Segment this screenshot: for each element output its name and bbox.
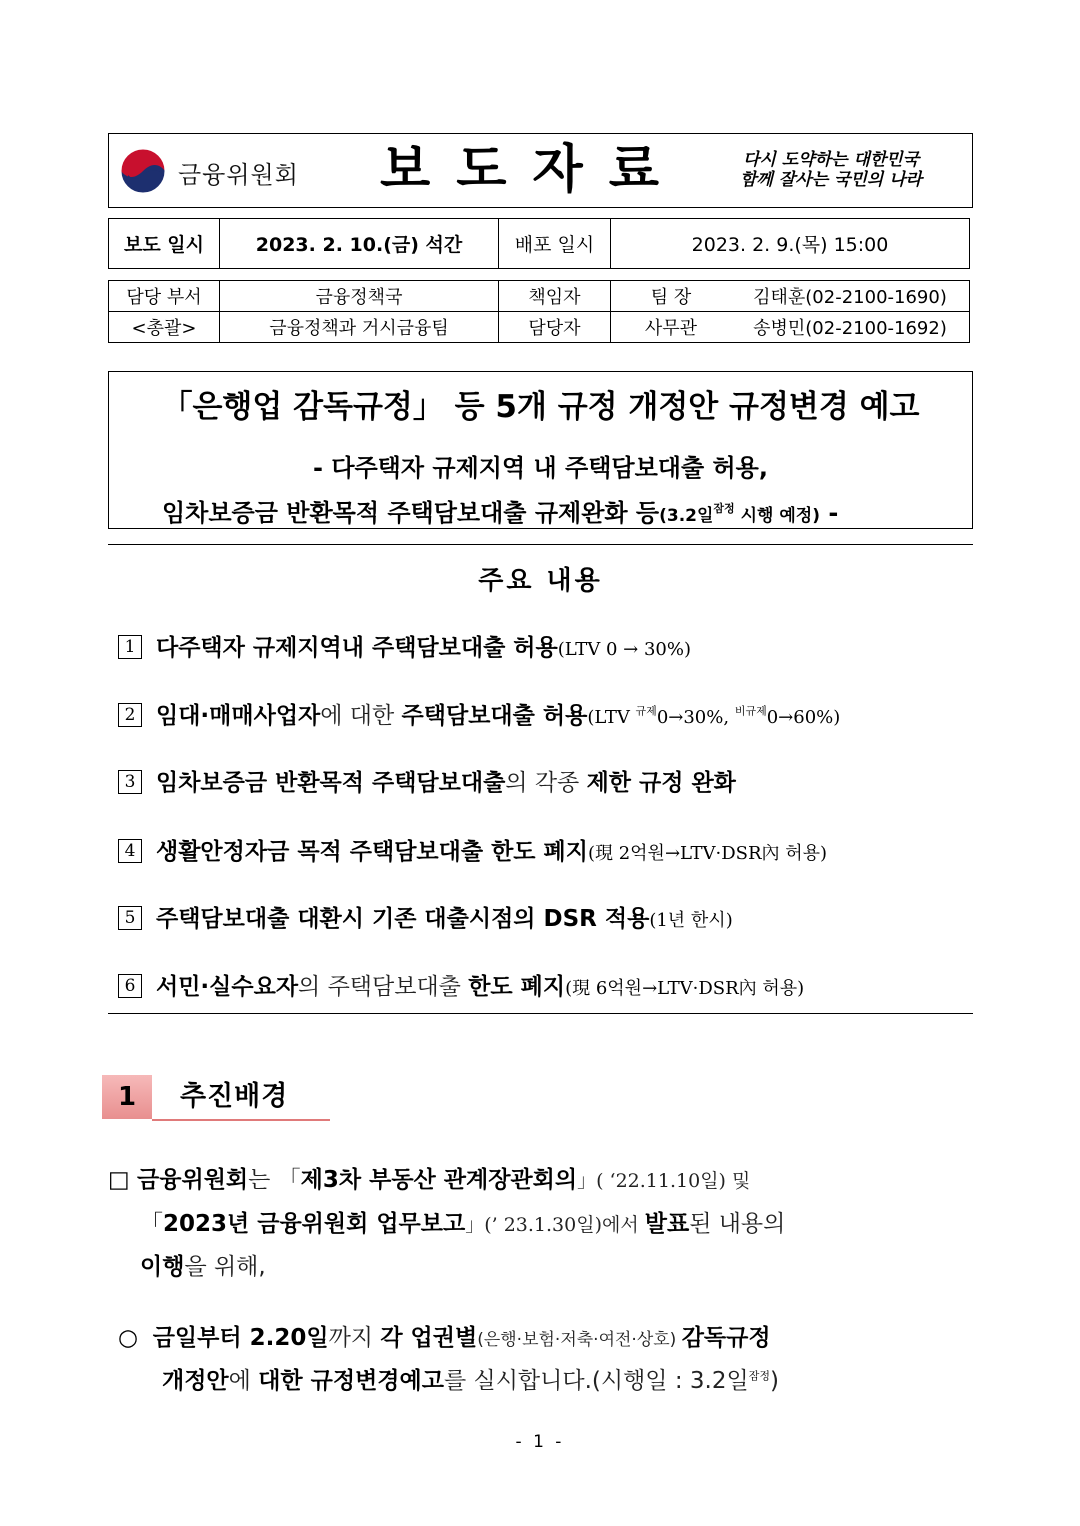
para-bold: 금일부터 2.20일 [152, 1325, 329, 1351]
title-main: 「은행업 감독규정」 등 5개 규정 개정안 규정변경 예고 [161, 389, 920, 425]
item-bold: 임차보증금 반환목적 주택담보대출 [156, 770, 506, 796]
key-point-item [118, 767, 736, 799]
para-bold: 감독규정 [681, 1325, 771, 1351]
key-point-item [118, 700, 840, 732]
divider [108, 1013, 973, 1014]
key-point-item [118, 836, 827, 868]
para-text: ) [769, 1368, 779, 1394]
item-number: 5 [118, 906, 142, 930]
subtitle-sup: 잠정 [713, 502, 735, 515]
item-number: 6 [118, 974, 142, 998]
key-point-item [118, 632, 691, 664]
para-bold: 각 업권별 [380, 1325, 478, 1351]
contact-table [108, 280, 970, 343]
item-paren: (1년 한시) [649, 910, 733, 931]
para-text: 를 실시합니다.(시행일 : 3.2일 [443, 1368, 749, 1394]
para-text: 까지 [328, 1325, 381, 1351]
item-bold: 임대·매매사업자 [156, 703, 321, 729]
para-text: (은행·보험·저축·여전·상호) [477, 1330, 682, 1350]
subtitle-paren-close: 시행 예정) [734, 506, 820, 526]
item-bold: 주택담보대출 허용 [401, 703, 588, 729]
subtitle-dash: - [819, 499, 839, 527]
para-text: 」(’ 23.1.30일)에서 [465, 1214, 645, 1236]
page-number: - 1 - [515, 1432, 565, 1452]
dept-sub-label: <총괄> [109, 312, 220, 343]
slogan-line-2: 함께 잘사는 국민의 나라 [740, 170, 922, 190]
key-points-heading: 주요 내용 [478, 566, 603, 596]
paragraph-line [140, 1251, 266, 1283]
key-point-item [118, 971, 804, 1003]
item-text: 의 주택담보대출 [298, 974, 469, 1000]
para-bold: 제3차 부동산 관계장관회의 [300, 1167, 578, 1193]
release-value: 2023. 2. 10.(금) 석간 [220, 219, 499, 269]
release-label: 보도 일시 [109, 219, 220, 269]
contact-role: 담당자 [499, 312, 611, 343]
contact-title: 사무관 [611, 312, 732, 343]
item-bold: 서민·실수요자 [156, 974, 299, 1000]
square-bullet-icon: □ [108, 1167, 130, 1193]
para-text: 에 [228, 1368, 259, 1394]
slogan [700, 150, 962, 190]
dept-name-2: 금융정책과 거시금융팀 [220, 312, 499, 343]
para-bold: 개정안 [162, 1368, 229, 1394]
item-paren: 0→60%) [766, 707, 841, 728]
subtitle-main: 임차보증금 반환목적 주택담보대출 규제완화 등 [162, 499, 660, 527]
item-sup: 규제 [635, 704, 657, 718]
item-paren: (LTV 0 → 30%) [557, 639, 691, 660]
item-text: 에 대한 [320, 703, 402, 729]
item-paren: 0→30%, [656, 707, 735, 728]
doc-kind-title: 보도자료 [380, 140, 685, 200]
para-bold: 금융위원회 [137, 1167, 249, 1193]
item-sup: 비규제 [734, 704, 767, 718]
org-name: 금융위원회 [178, 161, 299, 189]
dept-name-1: 금융정책국 [220, 281, 499, 312]
paragraph-line [162, 1365, 779, 1397]
para-bold: 2023년 금융위원회 업무보고 [163, 1211, 466, 1237]
contact-person: 김태훈(02-2100-1690) [731, 281, 970, 312]
para-sup: 잠정 [748, 1369, 770, 1383]
paragraph-line [140, 1208, 785, 1241]
section-title: 추진배경 [180, 1081, 289, 1112]
slogan-line-1: 다시 도약하는 대한민국 [742, 150, 920, 170]
item-paren: (現 2억원→LTV·DSR內 허용) [587, 843, 828, 864]
contact-title: 팀 장 [611, 281, 732, 312]
subtitle-paren: (3.2일 [659, 506, 714, 526]
para-text: 된 내용의 [689, 1211, 786, 1237]
paragraph-line [108, 1164, 750, 1197]
distribution-value: 2023. 2. 9.(목) 15:00 [611, 219, 970, 269]
para-bold: 대한 규정변경예고 [258, 1368, 444, 1394]
item-number: 1 [118, 635, 142, 659]
title-subtitle-2 [162, 493, 838, 528]
section-number: 1 [117, 1082, 137, 1112]
para-text: 을 위해, [184, 1254, 266, 1280]
divider [108, 544, 973, 545]
item-bold: 주택담보대출 대환시 기존 대출시점의 DSR 적용 [156, 906, 650, 932]
para-text: 「 [140, 1211, 163, 1237]
para-bold: 이행 [140, 1254, 185, 1280]
section-underline [152, 1119, 330, 1121]
paragraph-line [118, 1322, 771, 1356]
item-paren: (現 6억원→LTV·DSR內 허용) [565, 978, 805, 999]
release-info-table [108, 218, 970, 269]
dept-label: 담당 부서 [109, 281, 220, 312]
distribution-label: 배포 일시 [499, 219, 611, 269]
para-bold: 발표 [644, 1211, 690, 1237]
item-number: 3 [118, 770, 142, 794]
item-paren: (LTV [587, 707, 636, 728]
item-number: 2 [118, 703, 142, 727]
contact-person: 송병민(02-2100-1692) [731, 312, 970, 343]
fsc-emblem-icon [120, 148, 166, 194]
key-point-item [118, 903, 733, 935]
circle-bullet-icon: ○ [118, 1325, 139, 1351]
item-bold: 제한 규정 완화 [586, 770, 736, 796]
item-bold: 한도 폐지 [468, 974, 566, 1000]
item-bold: 생활안정자금 목적 주택담보대출 한도 폐지 [156, 839, 588, 865]
item-text: 의 각종 [505, 770, 587, 796]
item-number: 4 [118, 839, 142, 863]
contact-role: 책임자 [499, 281, 611, 312]
title-subtitle-1: - 다주택자 규제지역 내 주택담보대출 허용, [313, 454, 768, 482]
para-text: 는 「 [248, 1167, 301, 1193]
para-text: 」( ‘22.11.10일) 및 [577, 1170, 751, 1192]
item-bold: 다주택자 규제지역내 주택담보대출 허용 [156, 635, 558, 661]
